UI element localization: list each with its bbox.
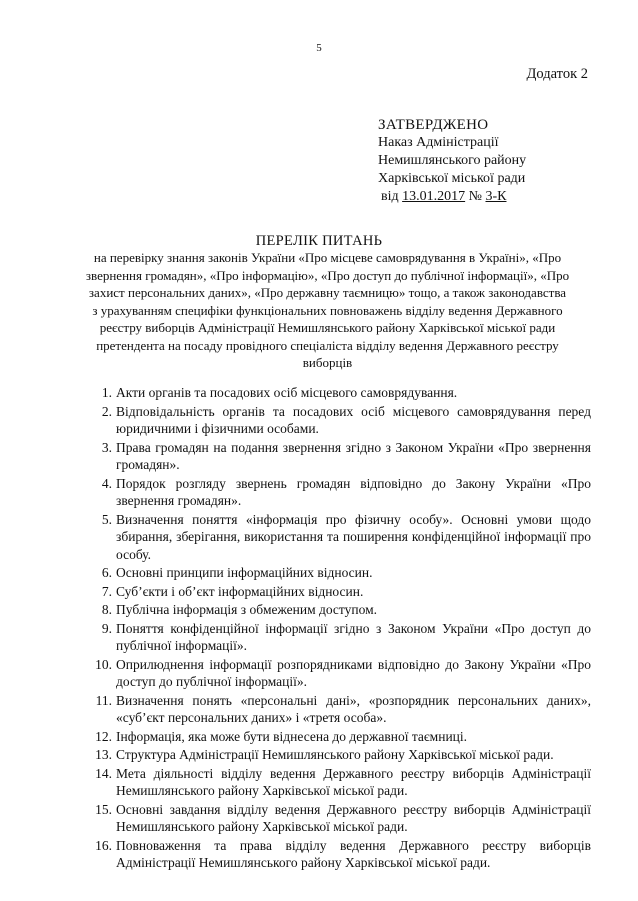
list-item: [86, 439, 591, 474]
order-prefix: від: [381, 189, 399, 204]
subtitle-line: на перевірку знання законів України «Про місцеве самоврядування в Україні», «Про: [93, 250, 562, 265]
item-number: 9.: [101, 620, 112, 636]
item-number: 4.: [101, 475, 112, 491]
page-number: 5: [316, 42, 322, 54]
subtitle-line: реєстру виборців Адміністрації Немишлянського району Харківської міської ради: [99, 320, 556, 335]
subtitle-line: звернення громадян», «Про інформацію», «Про доступ до публічної інформації», «Про: [85, 267, 570, 283]
item-number: 6.: [101, 565, 112, 580]
item-text: Основні завдання відділу ведення Державного реєстру виборців Адміністрації Немишлянського району Харківської міської ради.: [116, 801, 591, 834]
item-text: Визначення понять «персональні дані», «розпорядник персональних даних», «суб’єкт персональних даних» і «третя особа».: [116, 692, 591, 725]
questions-list: [86, 384, 591, 873]
item-text: Публічна інформація з обмеженим доступом.: [116, 602, 378, 617]
item-text: Суб’єкти і об’єкт інформаційних відносин.: [116, 583, 364, 599]
list-item: [86, 403, 591, 438]
item-text: Мета діяльності відділу ведення Державного реєстру виборців Адміністрації Немишлянського району Харківської міської ради.: [116, 765, 591, 798]
list-item: [86, 475, 591, 510]
item-text: Права громадян на подання звернення згідно з Законом України «Про звернення громадян».: [116, 439, 591, 472]
approval-line-2: Немишлянського району: [378, 153, 527, 168]
approval-line-3: Харківської міської ради: [378, 171, 526, 186]
item-number: 14.: [95, 765, 112, 781]
item-number: 8.: [101, 602, 112, 617]
item-number: 10.: [95, 656, 112, 672]
item-number: 15.: [95, 801, 112, 817]
list-item: [86, 564, 591, 582]
order-number-sign: №: [468, 189, 482, 204]
list-item: [86, 765, 591, 800]
item-text: Відповідальність органів та посадових осіб місцевого самоврядування перед юридичними і фізичними особами.: [116, 403, 591, 436]
item-number: 1.: [101, 385, 112, 400]
list-item: [86, 656, 591, 691]
subtitle-line: виборців: [302, 355, 353, 370]
list-item: [86, 511, 591, 564]
item-text: Повноваження та права відділу ведення Державного реєстру виборців Адміністрації Немишлянського району Харківської міської ради.: [116, 837, 591, 870]
item-number: 5.: [101, 511, 112, 527]
annex-label: Додаток 2: [526, 66, 588, 82]
order-date: 13.01.2017: [402, 189, 466, 204]
order-reference: [378, 188, 526, 206]
item-text: Поняття конфіденційної інформації згідно з Законом України «Про доступ до публічної інформації».: [116, 620, 591, 653]
item-number: 11.: [95, 692, 112, 708]
list-item: [86, 837, 591, 872]
item-text: Оприлюднення інформації розпорядниками відповідно до Закону України «Про доступ до публічної інформації».: [116, 656, 591, 689]
item-text: Структура Адміністрації Немишлянського району Харківської міської ради.: [116, 747, 554, 762]
order-number: 3-К: [485, 189, 507, 204]
list-item: [86, 620, 591, 655]
item-number: 7.: [101, 583, 112, 599]
item-number: 12.: [95, 728, 112, 744]
approval-line-1: Наказ Адміністрації: [378, 135, 499, 150]
item-number: 3.: [101, 439, 112, 455]
list-item: [86, 801, 591, 836]
list-item: [86, 601, 591, 619]
document-subtitle: [55, 249, 600, 372]
item-text: Інформація, яка може бути віднесена до державної таємниці.: [116, 728, 468, 744]
item-text: Визначення поняття «інформація про фізичну особу». Основні умови щодо збирання, зберігання, використання та поширення конфіденційної інформації про особу.: [116, 511, 591, 562]
list-item: [86, 384, 591, 402]
item-number: 16.: [95, 837, 112, 853]
item-number: 13.: [95, 747, 112, 762]
list-item: [86, 728, 591, 746]
item-text: Основні принципи інформаційних відносин.: [116, 565, 373, 580]
item-text: Порядок розгляду звернень громадян відповідно до Закону України «Про звернення громадян».: [116, 475, 591, 508]
approval-block: [378, 116, 526, 206]
document-title: ПЕРЕЛІК ПИТАНЬ: [255, 233, 383, 249]
list-item: [86, 746, 591, 764]
item-number: 2.: [101, 403, 112, 419]
list-item: [86, 692, 591, 727]
list-item: [86, 583, 591, 601]
approval-heading: ЗАТВЕРДЖЕНО: [378, 117, 489, 133]
subtitle-line: претендента на посаду провідного спеціаліста відділу ведення Державного реєстру: [96, 337, 559, 353]
subtitle-line: з урахуванням специфіки функціональних повноважень відділу ведення Державного: [92, 302, 563, 318]
subtitle-line: захист персональних даних», «Про державну таємницю» тощо, а також законодавства: [88, 285, 567, 300]
item-text: Акти органів та посадових осіб місцевого самоврядування.: [116, 385, 458, 400]
